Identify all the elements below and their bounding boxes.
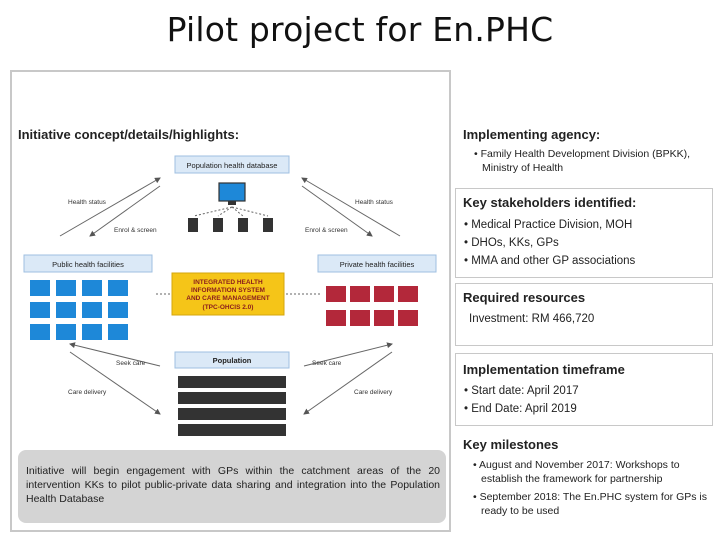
health-status-left: Health status xyxy=(68,199,106,206)
timeframe-title: Implementation timeframe xyxy=(463,362,625,377)
stakeholder-item: • Medical Practice Division, MOH xyxy=(464,219,633,231)
timeframe-item: • End Date: April 2019 xyxy=(464,403,577,415)
private-facilities-label: Private health facilities xyxy=(339,260,415,269)
svg-text:(TPC-OHCIS 2.0): (TPC-OHCIS 2.0) xyxy=(202,304,254,311)
slide-title: Pilot project for En.PHC xyxy=(166,10,554,49)
care-delivery-left: Care delivery xyxy=(68,389,107,396)
agency-item: • Family Health Development Division (BPKK), Ministry of Health xyxy=(474,148,691,174)
care-delivery-right: Care delivery xyxy=(354,389,393,396)
enrol-right: Enrol & screen xyxy=(305,227,348,234)
health-status-right: Health status xyxy=(355,199,393,206)
enrol-left: Enrol & screen xyxy=(114,227,157,234)
timeframe-item: • Start date: April 2017 xyxy=(464,385,579,397)
timeframe-section xyxy=(455,353,713,426)
milestone-item: • September 2018: The En.PHC system for GPs is ready to be used xyxy=(473,491,707,517)
milestones-title: Key milestones xyxy=(463,437,559,452)
resources-item: Investment: RM 466,720 xyxy=(469,313,595,325)
milestone-item: • August and November 2017: Workshops to establish the framework for partnership xyxy=(473,459,680,485)
concept-heading: Initiative concept/details/highlights: xyxy=(18,127,240,142)
seek-care-right: Seek care xyxy=(312,360,342,367)
population-label: Population xyxy=(212,356,252,365)
svg-text:INTEGRATED HEALTH: INTEGRATED HEALTH xyxy=(193,279,263,286)
resources-title: Required resources xyxy=(463,290,586,305)
stakeholder-item: • DHOs, KKs, GPs xyxy=(464,237,559,249)
svg-text:INFORMATION SYSTEM: INFORMATION SYSTEM xyxy=(191,287,265,294)
private-facility-icons xyxy=(326,286,418,326)
care-integration-diagram xyxy=(20,152,440,442)
svg-text:AND CARE MANAGEMENT: AND CARE MANAGEMENT xyxy=(186,295,270,302)
stakeholders-section xyxy=(455,188,713,278)
document-icons xyxy=(188,218,273,232)
stakeholders-title: Key stakeholders identified: xyxy=(463,195,637,210)
agency-title: Implementing agency: xyxy=(463,127,601,142)
monitor-icon xyxy=(219,183,245,205)
agency-section xyxy=(455,116,713,183)
milestones-section xyxy=(455,430,713,530)
initiative-note: Initiative will begin engagement with GPs within the catchment areas of the 20 intervention KKs to pilot public-private data sharing and integration into the Population Health Database xyxy=(18,450,446,523)
stakeholder-item: • MMA and other GP associations xyxy=(464,255,636,267)
pop-db-label: Population health database xyxy=(186,161,278,170)
people-icons xyxy=(178,376,286,436)
resources-section xyxy=(455,283,713,346)
seek-care-left: Seek care xyxy=(116,360,146,367)
public-facility-icons xyxy=(30,280,128,340)
public-facilities-label: Public health facilities xyxy=(52,260,124,269)
